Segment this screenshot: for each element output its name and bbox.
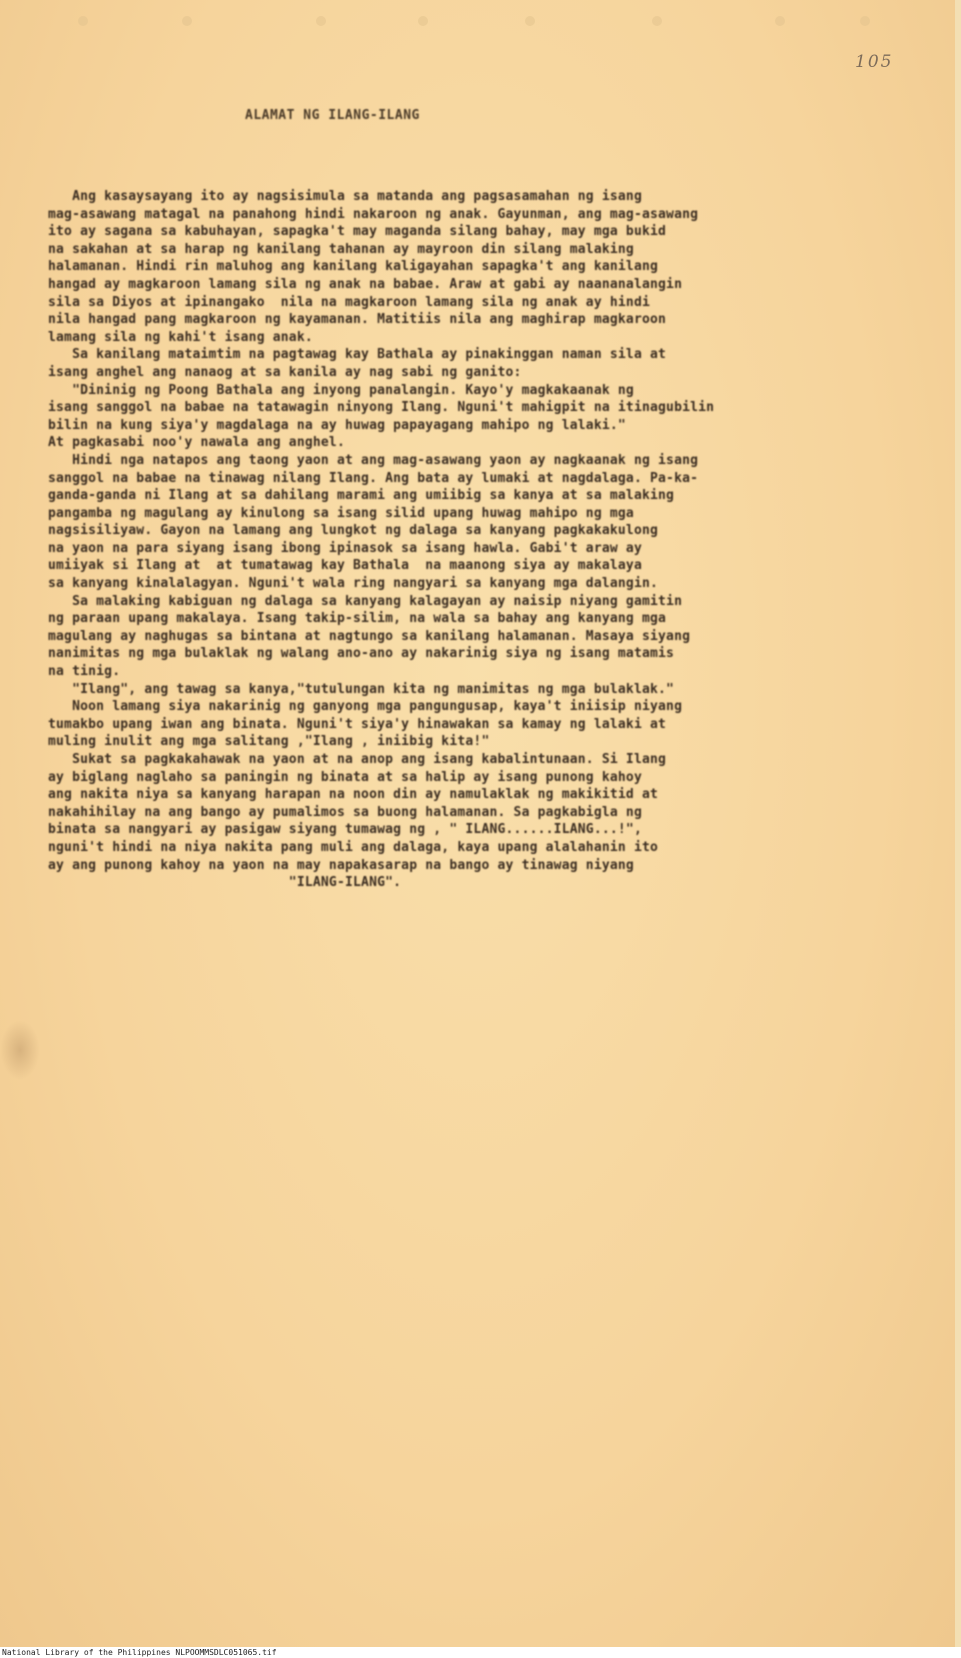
text-line: nguni't hindi na niya nakita pang muli ang dalaga, kaya upang alalahanin ito [48, 839, 659, 855]
text-line: Sa kanilang mataimtim na pagtawag kay Bathala ay pinakinggan naman sila at [48, 347, 667, 363]
text-line: sanggol na babae na tinawag nilang Ilang. Ang bata ay lumaki at nagdalaga. Pa-ka- [48, 470, 699, 486]
text-line: ang nakita niya sa kanyang harapan na noon din ay namulaklak ng makikitid at [48, 787, 659, 803]
text-line: na yaon na para siyang isang ibong ipinasok sa isang hawla. Gabi't araw ay [48, 540, 642, 556]
text-line: umiiyak si Ilang at at tumatawag kay Bathala na maanong siya ay makalaya [48, 558, 642, 574]
text-line: muling inulit ang mga salitang ,"Ilang , iniibig kita!" [48, 734, 490, 750]
text-line: sila sa Diyos at ipinangako nila na magkaroon lamang sila ng anak ay hindi [48, 294, 650, 310]
page-number: 105 [855, 52, 894, 72]
text-line: hangad ay magkaroon lamang sila ng anak na babae. Araw at gabi ay naananalangin [48, 276, 683, 292]
text-line: nagsisiliyaw. Gayon na lamang ang lungkot ng dalaga sa kanyang pagkakakulong [48, 523, 659, 539]
text-line: tumakbo upang iwan ang binata. Nguni't siya'y hinawakan sa kamay ng lalaki at [48, 716, 667, 732]
text-line: binata sa nangyari ay pasigaw siyang tumawag ng , " ILANG......ILANG...!", [48, 822, 642, 838]
text-line: ng paraan upang makalaya. Isang takip-silim, na wala sa bahay ang kanyang mga [48, 611, 667, 627]
punch-hole-mark [78, 16, 88, 26]
body-text [48, 188, 908, 892]
text-line: At pagkasabi noo'y nawala ang anghel. [48, 435, 345, 451]
text-line: na tinig. [48, 664, 121, 680]
text-line: bilin na kung siya'y magdalaga na ay huwag papayagang mahipo ng lalaki." [48, 417, 626, 433]
text-line: na sakahan at sa harap ng kanilang tahanan ay mayroon din silang malaking [48, 241, 634, 257]
punch-hole-mark [860, 16, 870, 26]
text-line: mag-asawang matagal na panahong hindi nakaroon ng anak. Gayunman, ang mag-asawang [48, 206, 699, 222]
text-line: "ILANG-ILANG". [48, 875, 402, 891]
document-title: ALAMAT NG ILANG-ILANG [245, 108, 420, 123]
text-line: ay biglang naglaho sa paningin ng binata at sa halip ay isang punong kahoy [48, 769, 642, 785]
text-line: sa kanyang kinalalagyan. Nguni't wala ring nangyari sa kanyang mga dalangin. [48, 576, 659, 592]
punch-hole-mark [652, 16, 662, 26]
text-line: nila hangad pang magkaroon ng kayamanan. Matitiis nila ang maghirap magkaroon [48, 312, 667, 328]
text-line: nakahihilay na ang bango ay pumalimos sa buong halamanan. Sa pagkabigla ng [48, 804, 642, 820]
punch-hole-mark [418, 16, 428, 26]
text-line: "Ilang", ang tawag sa kanya,"tutulungan kita ng manimitas ng mga bulaklak." [48, 681, 675, 697]
text-line: Hindi nga natapos ang taong yaon at ang mag-asawang yaon ay nagkaanak ng isang [48, 452, 699, 468]
text-line: ganda-ganda ni Ilang at sa dahilang marami ang umiibig sa kanya at sa malaking [48, 488, 675, 504]
footer-caption [0, 1647, 961, 1658]
punch-hole-mark [316, 16, 326, 26]
punch-hole-mark [182, 16, 192, 26]
text-line: magulang ay naghugas sa bintana at nagtungo sa kanilang halamanan. Masaya siyang [48, 628, 691, 644]
text-line: Ang kasaysayang ito ay nagsisimula sa matanda ang pagsasamahan ng isang [48, 189, 642, 204]
text-line: ito ay sagana sa kabuhayan, sapagka't may maganda silang bahay, may mga bukid [48, 224, 667, 240]
text-line: pangamba ng magulang ay kinulong sa isang silid upang huwag mahipo ng mga [48, 505, 634, 521]
text-line: nanimitas ng mga bulaklak ng walang ano-ano ay nakarinig siya ng isang matamis [48, 646, 675, 662]
text-line: "Dininig ng Poong Bathala ang inyong panalangin. Kayo'y magkakaanak ng [48, 382, 634, 398]
paper-stain [0, 1020, 40, 1080]
text-line: isang sanggol na babae na tatawagin ninyong Ilang. Nguni't mahigpit na itinagubilin [48, 400, 715, 416]
footer-text: National Library of the Philippines NLPOOMMSDLC051065.tif [2, 1648, 277, 1657]
text-line: Sukat sa pagkakahawak na yaon at na anop ang isang kabalintunaan. Si Ilang [48, 752, 667, 767]
text-line: isang anghel ang nanaog at sa kanila ay nag sabi ng ganito: [48, 364, 522, 380]
text-line: lamang sila ng kahi't isang anak. [48, 329, 313, 345]
punch-hole-mark [775, 16, 785, 26]
text-line: Noon lamang siya nakarinig ng ganyong mga pangungusap, kaya't iniisip niyang [48, 699, 683, 715]
punch-hole-mark [525, 16, 535, 26]
text-line: halamanan. Hindi rin maluhog ang kanilang kaligayahan sapagka't ang kanilang [48, 259, 659, 275]
text-line: Sa malaking kabiguan ng dalaga sa kanyang kalagayan ay naisip niyang gamitin [48, 593, 683, 609]
text-line: ay ang punong kahoy na yaon na may napakasarap na bango ay tinawag niyang [48, 857, 634, 873]
